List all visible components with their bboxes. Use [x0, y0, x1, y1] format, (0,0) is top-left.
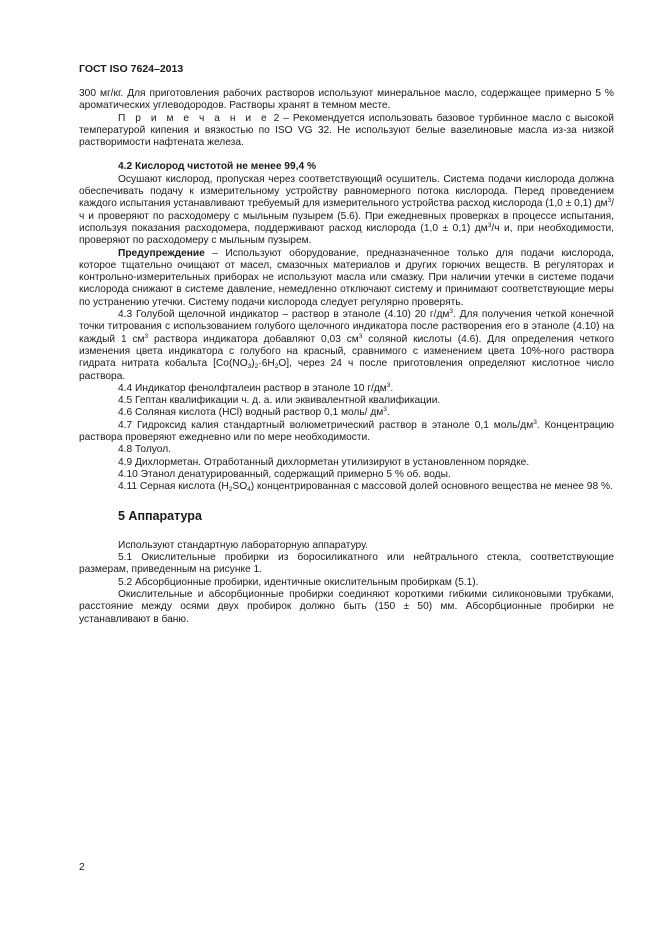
text-run: 4.11 Серная кислота (H [118, 481, 229, 493]
section-4-9-paragraph: 4.9 Дихлорметан. Отработанный дихлорметан утилизируют в установленном порядке. [118, 456, 530, 468]
superscript: 3 [358, 332, 363, 340]
warning-text: – Используют оборудование, предназначенное только для подачи кислорода, которое тщательно очищают от масел, смазочных материалов и других горючих веществ. В регуляторах и контрольно-измерительных приборах не используют масла или смазку. При наличии утечки в системе подачи кислорода снижают в системе давление, немедленно отключают систему и принимают соответствующие меры по устранению утечки. Систему подачи кислорода следует регулярно проверять. [79, 247, 614, 308]
text-run: . [386, 407, 390, 419]
text-run: ) [251, 358, 255, 370]
document-header: ГОСТ ISO 7624–2013 [79, 63, 184, 75]
section-4-3-paragraph [79, 309, 614, 383]
section-4-7-paragraph [79, 420, 614, 445]
superscript: 3 [386, 381, 391, 389]
text-run: ) концентрированная с массовой долей основного вещества не менее 98 %. [250, 481, 613, 493]
text-run: ·6H [258, 358, 275, 370]
section-4-5-paragraph: 4.5 Гептан квалификации ч. д. а. или эквивалентной квалификации. [118, 395, 441, 407]
warning-label: Предупреждение [118, 247, 205, 259]
section-5-1-paragraph: 5.1 Окислительные пробирки из боросиликатного или нейтрального стекла, соответствующие размерам, приведенным на рисунке 1. [79, 552, 614, 576]
section-4-11-paragraph [79, 481, 614, 493]
text-run: 4.6 Соляная кислота (HCl) водный раствор 0,1 моль/ дм [118, 407, 384, 419]
subscript: 4 [247, 486, 251, 494]
section-5-2-paragraph: 5.2 Абсорбционные пробирки, идентичные окислительным пробиркам (5.1). [118, 576, 479, 588]
superscript: 3 [533, 418, 537, 426]
subscript: 2 [228, 486, 233, 494]
superscript: 3 [607, 197, 612, 205]
section-5-2-continuation: Окислительные и абсорбционные пробирки соединяют короткими гибкими силиконовыми трубками, расстояние между осями двух пробирок должно быть (150 ± 50) мм. Абсорбционные пробирки не устанавливают в баню. [79, 588, 614, 625]
subscript: 2 [254, 363, 259, 371]
warning-paragraph [79, 248, 614, 309]
note-text: 2 – Рекомендуется использовать базовое турбинное масло с высокой температурой кипения и вязкостью по ISO VG 32. Не используют белые вазелиновые масла из-за низкой растворимости нафтената железа. [79, 112, 614, 149]
text-run: O], через 24 ч после приготовления определяют кислотное число раствора. [79, 358, 614, 382]
subscript: 2 [274, 363, 279, 371]
section-4-10-paragraph: 4.10 Этанол денатурированный, содержащий примерно 5 % об. воды. [118, 468, 451, 480]
section-4-8-paragraph: 4.8 Толуол. [118, 444, 171, 456]
text-run: /ч и проверяют по расходомеру с мыльным пузырем (5.6). При ежедневных проверках в процессе испытания, используя показания расходомера, поддерживают расход кислорода (1,0 ± 0,1) дм [79, 198, 614, 234]
section-4-2-heading: 4.2 Кислород чистотой не менее 99,4 % [118, 161, 317, 173]
text-run: . [390, 382, 394, 394]
intro-paragraph: 300 мг/кг. Для приготовления рабочих растворов используют минеральное масло, содержащее примерно 5 % ароматических углеводородов. Растворы хранят в темном месте. [79, 88, 614, 112]
superscript: 3 [144, 332, 149, 340]
text-run: /ч и, при необходимости, проверяют по расходомеру с мыльным пузырем. [79, 222, 615, 247]
section-5-intro: Используют стандартную лабораторную аппаратуру. [118, 539, 369, 551]
superscript: 3 [487, 221, 492, 229]
note-label: П р и м е ч а н и е [118, 112, 270, 124]
section-4-4-paragraph [79, 383, 614, 395]
text-run: 4.3 Голубой щелочной индикатор – раствор в этаноле (4.10) 20 г/дм [118, 309, 450, 321]
section-4-2-paragraph [79, 174, 614, 248]
section-5-heading: 5 Аппаратура [118, 508, 202, 523]
text-run: 4.7 Гидроксид калия стандартный волюметрический раствор в этаноле 0,1 моль/дм [118, 419, 534, 431]
subscript: 3 [247, 363, 252, 371]
superscript: 3 [383, 406, 387, 414]
text-run: SO [232, 481, 248, 493]
text-run: . Концентрацию раствора проверяют ежедневно или по мере необходимости. [79, 419, 614, 444]
superscript: 3 [449, 308, 454, 316]
document-body [79, 88, 614, 626]
text-run: . Для получения четкой конечной точки титрования с использованием голубого щелочного индикатора после растворения его в этаноле (4.10) на каждый 1 см [79, 309, 614, 345]
text-run: 4.4 Индикатор фенолфталеин раствор в этаноле 10 г/дм [118, 382, 387, 394]
note-paragraph [79, 113, 614, 150]
page-number: 2 [79, 861, 85, 873]
text-run: раствора индикатора добавляют 0,03 см [148, 333, 359, 345]
text-run: соляной кислоты (4.6). Для определения четкого изменения цвета индикатора с голубого на красный, сравнимого с изменением цвета 10%-ного раствора гидрата нитрата кобальта [Co(NO [79, 333, 615, 370]
text-run: Осушают кислород, пропуская через соответствующий осушитель. Система подачи кислорода должна обеспечивать подачу к измерительному устройству равномерного потока кислорода. Перед проведением каждого испытания устанавливают требуемый для измерительного устройства расход кислорода (1,0 ± 0,1) дм [79, 173, 614, 210]
